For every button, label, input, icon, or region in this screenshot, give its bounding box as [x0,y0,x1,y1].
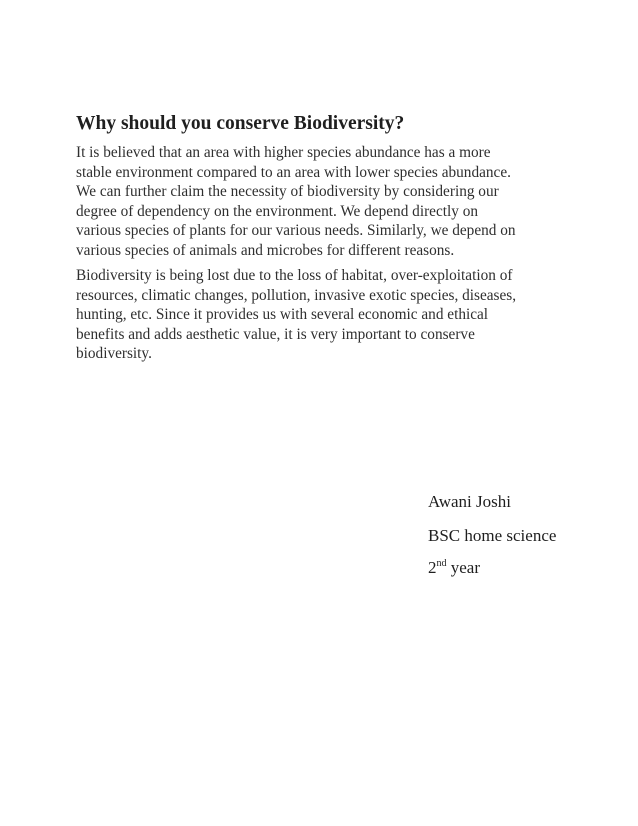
year-suffix: nd [436,558,447,569]
paragraph-1-line: It is believed that an area with higher species abundance has a more [76,144,491,161]
year-word: year [450,558,481,577]
paragraph-1-line: various species of animals and microbes for different reasons. [76,241,455,259]
paragraph-2-line: hunting, etc. Since it provides us with several economic and ethical [76,306,489,324]
paragraph-2 [76,266,576,364]
paragraph-2-line: resources, climatic changes, pollution, invasive exotic species, diseases, [76,286,517,304]
paragraph-1 [76,143,576,261]
paragraph-2-line: benefits and adds aesthetic value, it is very important to conserve [76,325,475,343]
author-course: BSC home science [428,526,557,545]
paragraph-1-line: various species of plants for our various needs. Similarly, we depend on [76,222,516,240]
author-name: Awani Joshi [428,492,511,511]
paragraph-2-line: Biodiversity is being lost due to the loss of habitat, over-exploitation of [76,267,513,284]
paragraph-1-line: We can further claim the necessity of biodiversity by considering our [76,183,499,201]
paragraph-2-line: biodiversity. [76,345,152,363]
paragraph-1-line: degree of dependency on the environment. We depend directly on [76,202,479,220]
year-number: 2 [428,558,437,577]
page-title: Why should you conserve Biodiversity? [76,113,405,134]
author-year [428,558,480,578]
paragraph-1-line: stable environment compared to an area with lower species abundance. [76,163,511,181]
